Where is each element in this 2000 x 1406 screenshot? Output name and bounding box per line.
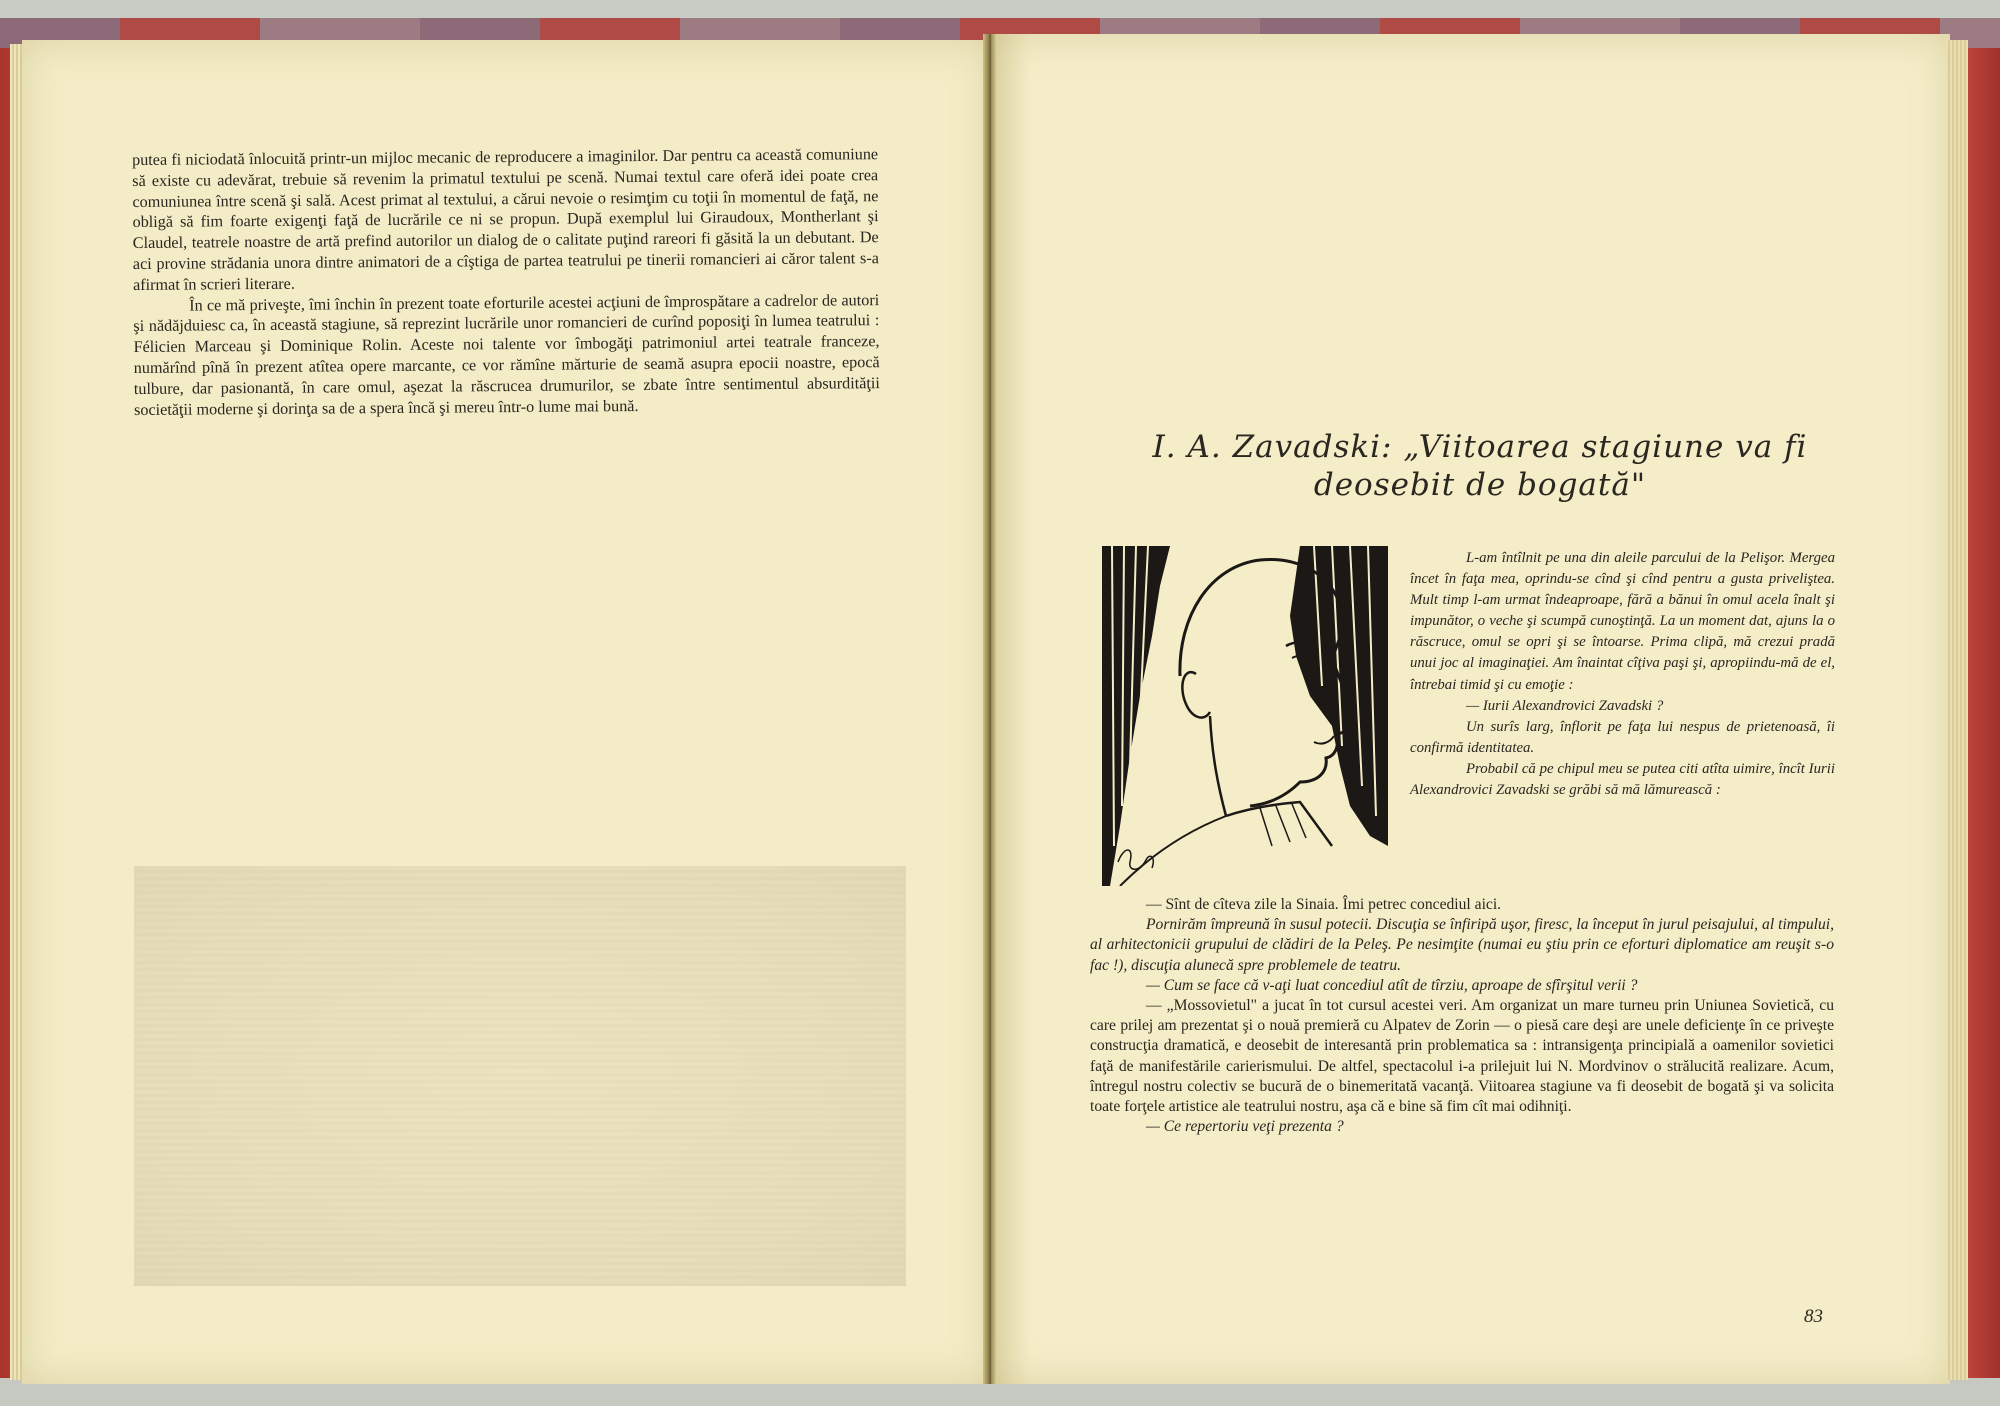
intro-paragraph: Probabil că pe chipul meu se putea citi atîta uimire, încît Iurii Alexandrovici Zavadski se grăbi să mă lămurească : [1410, 760, 1835, 799]
article-headline: I. A. Zavadski: „Viitoarea stagiune va fi deosebit de bogată" [1152, 429, 1808, 503]
intro-paragraph: L-am întîlnit pe una din aleile parcului de la Pelişor. Mergea încet în faţa mea, oprindu-se cînd şi cînd pentru a gusta priveliştea. Mult timp l-am urmat îndeaproape, fără a bănui în omul acela înalt şi impunător, o veche şi scumpă cunoştinţă. La un moment dat, ajuns la o răscruce, omul se opri şi se întoarse. Prima clipă, mă crezui pradă unui joc al imaginaţiei. Am înaintat cîţiva paşi şi, apropiindu-mă de el, întrebai timid şi cu emoţie : [1410, 550, 1835, 693]
left-paragraph: În ce mă priveşte, îmi închin în prezent toate eforturile acestei acţiuni de împrospătare a cadrelor de autori şi nădăjduiesc ca, în această stagiune, să reprezint lucrările unor romancieri de curînd poposiţi în lumea teatrului : Félicien Marceau şi Dominique Rolin. Aceste noi talente vor îmbogăţi patrimoniul artei teatrale franceze, numărînd pînă în prezent atîtea opere marcante, ce vor rămîne mărturie de seamă asupra epocii noastre, epocă tulbure, dar pasionantă, în care omul, aşezat la răscrucea drumurilor, se zbate între sentimentul absurdităţii societăţii moderne şi dorinţa sa de a spera încă şi mereu într-o lume mai bună. [133, 290, 880, 419]
body-paragraph: — Cum se face că v-aţi luat concediul atît de tîrziu, aproape de sfîrşitul verii ? [1146, 976, 1638, 994]
book-gutter [983, 34, 997, 1384]
faded-illustration [134, 866, 906, 1286]
article-intro [1410, 548, 1835, 801]
intro-paragraph: — Iurii Alexandrovici Zavadski ? [1466, 697, 1664, 714]
left-page-text [132, 144, 880, 420]
body-paragraph: Pornirăm împreună în susul potecii. Discuţia se înfiripă uşor, firesc, la început în jurul peisajului, al timpului, al arhitectonicii grupului de clădiri de la Peleş. Pe nesimţite (numai eu ştiu prin ce eforturi diplomatice am reuşit s-o fac !), discuţia alunecă spre problemele de teatru. [1090, 916, 1834, 974]
body-paragraph: — Ce repertoriu veţi prezenta ? [1146, 1118, 1344, 1136]
left-paragraph: putea fi niciodată înlocuită printr-un mijloc mecanic de reproducere a imaginilor. Dar pentru ca această comuniune să existe cu adevărat, trebuie să revenim la primatul textului pe scenă. Numai textul care oferă idei poate crea comuniunea între scenă şi sală. Acest primat al textului, a cărui nevoie o resimţim cu toţii în momentul de faţă, ne obligă să fim foarte exigenţi faţă de lucrările ce ni se propun. După exemplul lui Giraudoux, Montherlant şi Claudel, teatrele noastre de artă prefind autorilor un dialog de o calitate puţind rareori fi găsită la un debutant. De aci provine strădania unora dintre animatori de a cîştiga de partea teatrului pe tinerii romancieri ai căror talent s-a afirmat în scrieri literare. [132, 145, 879, 294]
right-page-edges [1946, 40, 1968, 1380]
intro-paragraph: Un surîs larg, înflorit pe faţa lui nespus de prietenoasă, îi confirmă identitatea. [1410, 718, 1835, 756]
body-paragraph: — „Mossovietul" a jucat în tot cursul acestei veri. Am organizat un mare turneu prin Uniunea Sovietică, cu care prilej am prezentat şi o nouă premieră cu Alpatev de Zorin — o piesă care deşi are unele deficienţe în ce priveşte construcţia dramatică, e deosebit de interesantă prin problematica sa : intransigenţa principială a oamenilor sovietici faţă de manifestările carierismului. De altfel, spectacolul i-a prilejuit lui N. Mordvinov o strălucită realizare. Acum, întregul nostru colectiv se bucură de o binemeritată vacanţă. Viitoarea stagiune va fi deosebit de bogată şi va solicita toate forţele artistice ale teatrului nostru, aşa că e bine să fim cît mai odihniţi. [1090, 997, 1834, 1116]
portrait-caricature [1100, 546, 1390, 886]
page-number: 83 [1804, 1306, 1823, 1327]
article-body [1090, 895, 1834, 1137]
body-paragraph: — Sînt de cîteva zile la Sinaia. Îmi petrec concediul aici. [1146, 896, 1502, 913]
